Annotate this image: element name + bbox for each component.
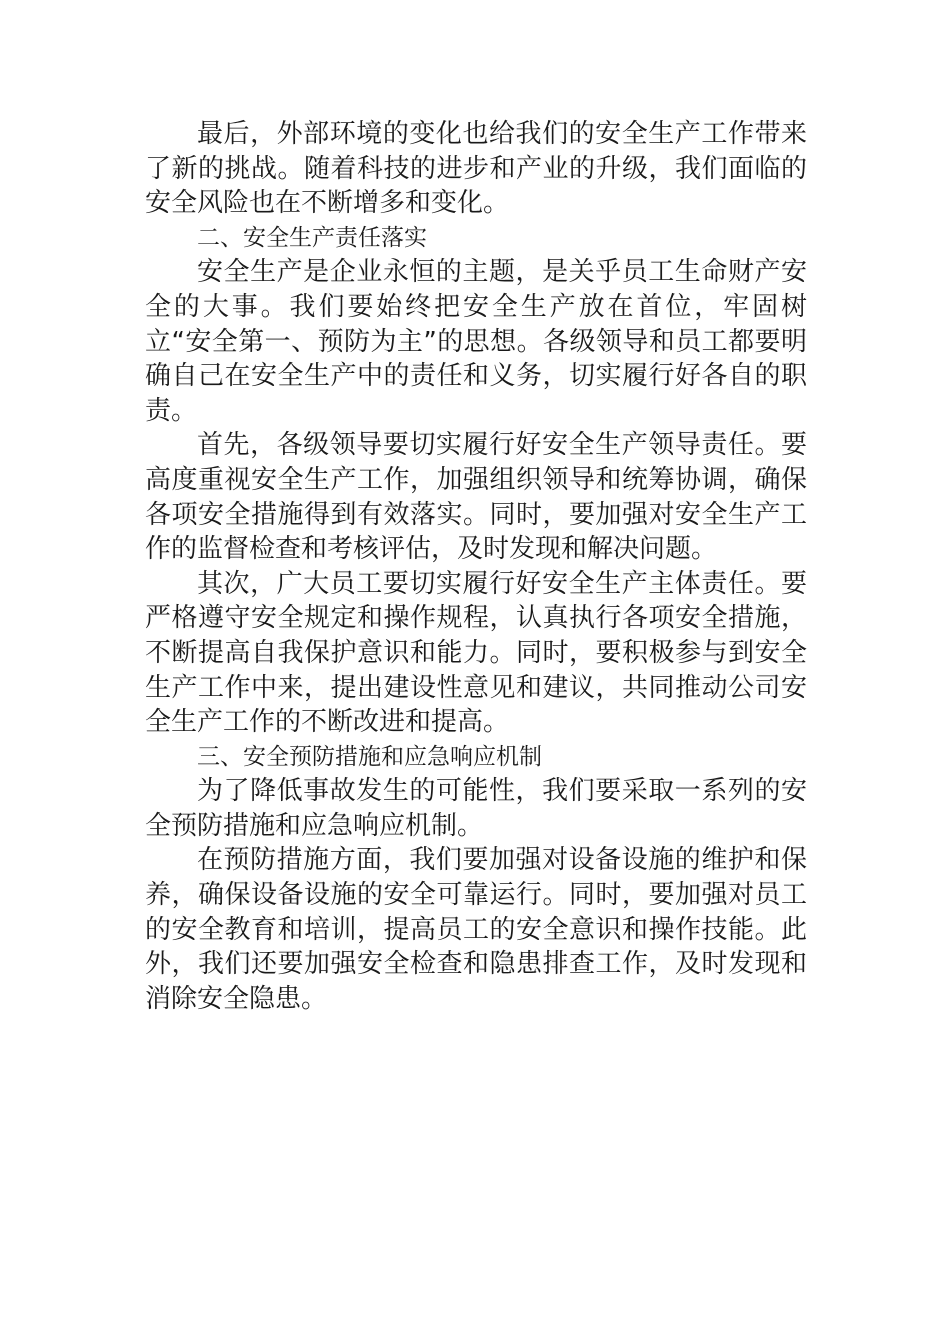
paragraph-prevention-intro: 为了降低事故发生的可能性，我们要采取一系列的安全预防措施和应急响应机制。 xyxy=(145,776,807,841)
section-heading-responsibility: 二、安全生产责任落实 xyxy=(197,224,427,251)
document-page xyxy=(145,117,807,1016)
paragraph-safety-theme: 安全生产是企业永恒的主题，是关乎员工生命财产安全的大事。我们要始终把安全生产放在首位，牢固树立“安全第一、预防为主”的思想。各级领导和员工都要明确自己在安全生产中的责任和义务，切实履行好各自的职责。 xyxy=(145,257,807,426)
section-heading-prevention: 三、安全预防措施和应急响应机制 xyxy=(197,743,542,770)
paragraph-prevention-measures: 在预防措施方面，我们要加强对设备设施的维护和保养，确保设备设施的安全可靠运行。同时，要加强对员工的安全教育和培训，提高员工的安全意识和操作技能。此外，我们还要加强安全检查和隐患排查工作，及时发现和消除安全隐患。 xyxy=(145,845,807,1014)
paragraph-employee-responsibility: 其次，广大员工要切实履行好安全生产主体责任。要严格遵守安全规定和操作规程，认真执行各项安全措施，不断提高自我保护意识和能力。同时，要积极参与到安全生产工作中来，提出建设性意见和建议，共同推动公司安全生产工作的不断改进和提高。 xyxy=(145,568,807,738)
paragraph-external-environment: 最后，外部环境的变化也给我们的安全生产工作带来了新的挑战。随着科技的进步和产业的升级，我们面临的安全风险也在不断增多和变化。 xyxy=(145,119,807,219)
paragraph-leader-responsibility: 首先，各级领导要切实履行好安全生产领导责任。要高度重视安全生产工作，加强组织领导和统筹协调，确保各项安全措施得到有效落实。同时，要加强对安全生产工作的监督检查和考核评估，及时发现和解决问题。 xyxy=(145,430,807,565)
